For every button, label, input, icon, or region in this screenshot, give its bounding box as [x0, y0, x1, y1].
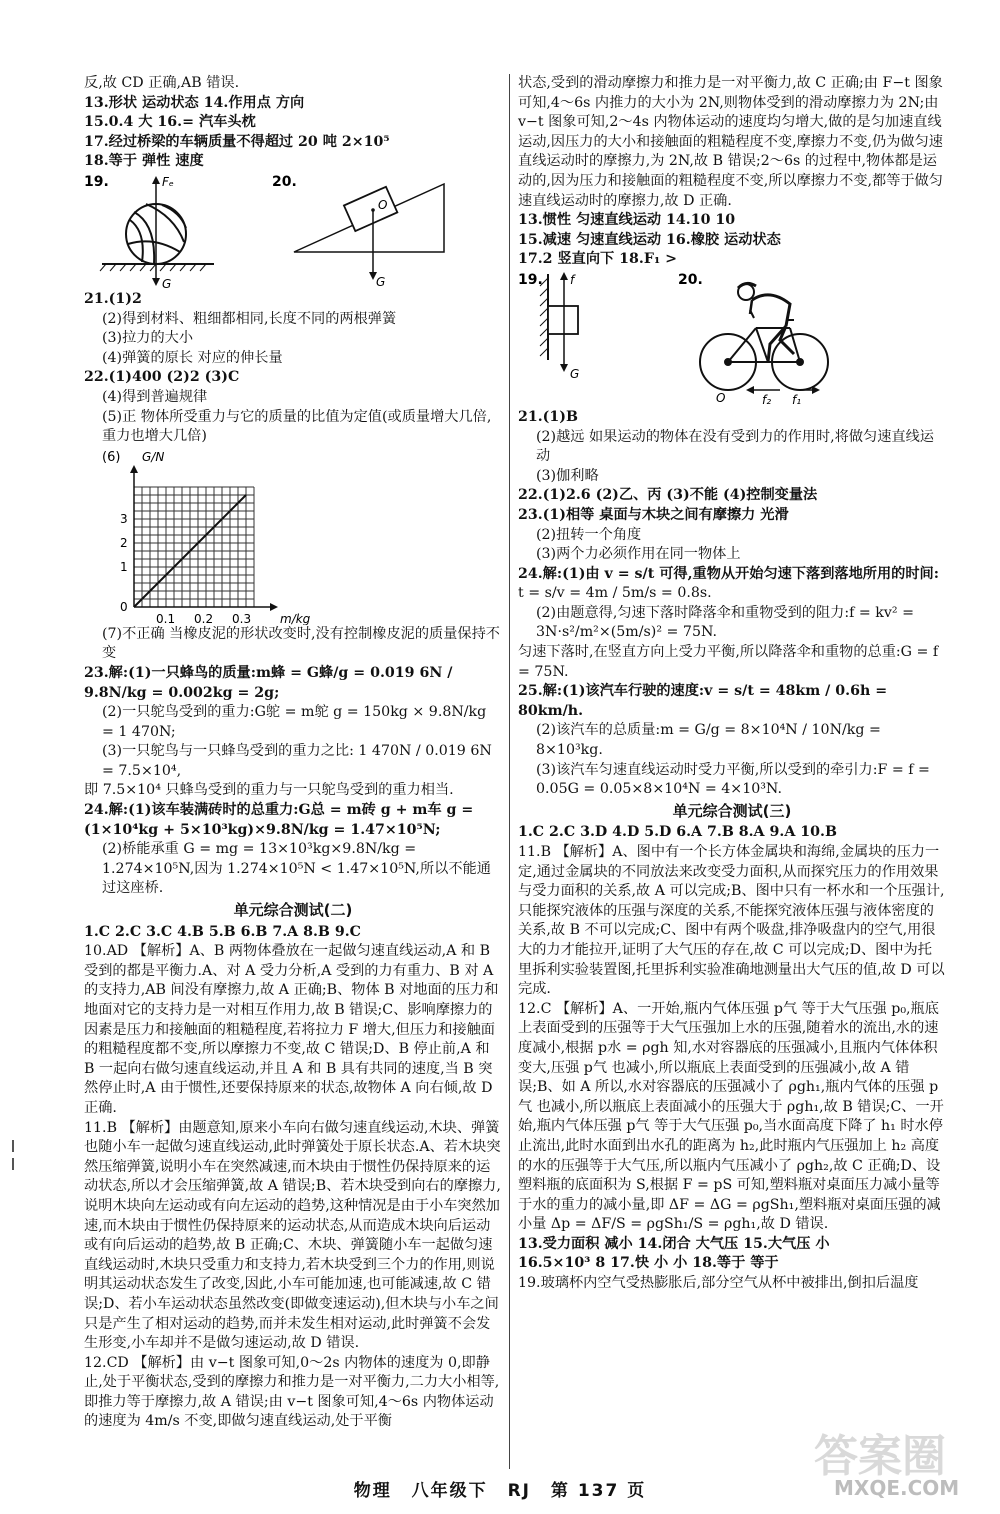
ground-hatch	[100, 264, 206, 271]
fig20-gravity-label: G	[376, 274, 386, 289]
fig20r-f2-label: f₂	[762, 392, 772, 407]
answer-line: (5)正 物体所受重力与它的质量的比值为定值(或质量增大几倍,重力也增大几倍)	[102, 408, 492, 445]
fig19r-f-label: f	[570, 272, 575, 287]
answer-line: 即 7.5×10⁴ 只蜂鸟受到的重力与一只鸵鸟受到的重力相当.	[84, 782, 454, 799]
answer-line: 反,故 CD 正确,AB 错误.	[84, 75, 240, 91]
force-diagrams-ball-and-block	[84, 172, 502, 290]
fig19r-label: 19.	[518, 271, 543, 288]
answer-line: 12.C 【解析】A、一开始,瓶内气体压强 p气 等于大气压强 p₀,瓶底上表面受到的压强等于大气压强加上水的压强,随着水的流出,水的速度减小,根据 p水 = ρgh 知,水对容器底的压强减小,且瓶内气体体积变大,压强 p气 也减小,所以瓶底上表面受到的压强减小,故 A 错误;B、如 A 所以,水对容器底的压强减小了 ρgh₁,瓶内气体的压强 p气 也减小,所以瓶底上表面减小的压强大于 ρgh₁,故 B 错误;C、一开始,瓶内气体压强 p气 等于大气压强 p₀,当水面高度下降了 h₁ 时水停止流出,此时水面到出水孔的距离为 h₂,此时瓶内气压强加上 h₂ 高度的水的压强等于大气压,所以瓶内气压减小了 ρgh₂,故 C 正确;D、设塑料瓶的底面积为 S,根据 F = pS 可知,塑料瓶对桌面压力减小量等于水的重力的减小量,即 ΔF = ΔG = ρgSh₁,塑料瓶对桌面压强的减小量 Δp = ΔF/S = ρgSh₁/S = ρgh₁,故 D 错误.	[518, 1000, 944, 1233]
answer-line: (2)桥能承重 G = mg = 13×10³kg×9.8N/kg = 1.274×10⁵N,因为 1.274×10⁵N < 1.47×10⁵N,所以不能通过这座桥.	[102, 841, 491, 897]
answer-line: (3)一只鸵鸟与一只蜂鸟受到的重力之比: 1 470N / 0.019 6N = 7.5×10⁴,	[102, 743, 492, 779]
answer-line: 1.C 2.C 3.D 4.D 5.D 6.A 7.B 8.A 9.A 10.B	[518, 824, 837, 841]
footer-edition: RJ	[507, 1481, 531, 1501]
answer-line: 22.(1)400 (2)2 (3)C	[84, 369, 240, 386]
footer-subject: 物理	[353, 1481, 392, 1501]
graph-ytick: 0	[120, 599, 128, 614]
force-diagrams-wall-and-bike	[518, 270, 946, 408]
answer-line: 17.经过桥梁的车辆质量不得超过 20 吨 2×10⁵	[84, 133, 390, 150]
fig20-label: 20.	[272, 173, 297, 190]
answer-line: 15.减速 匀速直线运动 16.橡胶 运动状态	[518, 231, 781, 248]
watermark-mark: 答案圈	[814, 1431, 946, 1482]
answer-line: (2)越远 如果运动的物体在没有受到力的作用时,将做匀速直线运动	[536, 428, 934, 465]
left-column	[84, 74, 502, 1432]
answer-line: t = s/v = 4m / 5m/s = 0.8s.	[518, 585, 712, 602]
graph-ytick: 3	[120, 511, 128, 526]
graph-y-label: G/N	[142, 449, 165, 464]
wall-hatch	[540, 278, 548, 356]
answer-line: 16.5×10³ 8 17.快 小 小 18.等于 等于	[518, 1255, 779, 1272]
graph-xtick: 0.2	[194, 611, 214, 625]
answer-line: (3)该汽车匀速直线运动时受力平衡,所以受到的牵引力:F = f = 0.05G = 0.05×8×10⁴N = 4×10³N.	[536, 761, 930, 798]
fig20r-label: 20.	[678, 271, 703, 288]
answer-line: (3)两个力必须作用在同一物体上	[536, 546, 741, 563]
right-column	[518, 74, 946, 1294]
answer-line: 19.玻璃杯内空气受热膨胀后,部分空气从杯中被排出,倒扣后温度	[518, 1275, 919, 1292]
answer-line: (4)得到普遍规律	[102, 388, 208, 405]
answer-line: 18.等于 弹性 速度	[84, 153, 204, 170]
footer-page-number: 第 137 页	[550, 1481, 647, 1501]
answer-line: (7)不正确 当橡皮泥的形状改变时,没有控制橡皮泥的质量保持不变	[102, 625, 500, 662]
graph-ytick: 2	[120, 535, 128, 550]
answer-line: 24.解:(1)由 v = s/t 可得,重物从开始匀速下落到落地所用的时间:	[518, 565, 939, 582]
figures-19-20	[84, 172, 502, 290]
answer-line: 12.CD 【解析】由 v−t 图象可知,0～2s 内物体的速度为 0,即静止,处于平衡状态,受到的摩擦力和推力是一对平衡力,二力大小相等,即推力等于摩擦力,故 A 错误;由 v−t 图象可知,4～6s 内物体运动的速度为 4m/s 不变,即做匀速直线运动,处于平衡	[84, 1354, 500, 1430]
answer-line: 13.形状 运动状态 14.作用点 方向	[84, 94, 305, 111]
answer-line: 21.(1)2	[84, 290, 142, 307]
answer-line: 23.(1)相等 桌面与木块之间有摩擦力 光滑	[518, 506, 789, 523]
answer-line: (2)由题意得,匀速下落时降落伞和重物受到的阻力:f = kv² = 3N·s²/m²×(5m/s)² = 75N.	[536, 604, 914, 641]
fig19-gravity-label: G	[162, 276, 172, 290]
answer-line: (2)一只鸵鸟受到的重力:G鸵 = m鸵 g = 150kg × 9.8N/kg = 1 470N;	[102, 704, 487, 740]
answer-line: 24.解:(1)该车装满砖时的总重力:G总 = m砖 g + m车 g = (1×10⁴kg + 5×10³kg)×9.8N/kg = 1.47×10⁵N;	[84, 802, 474, 838]
answer-line: (2)扭转一个角度	[536, 526, 642, 543]
graph-q-label: (6)	[102, 449, 121, 465]
watermark-logo	[784, 1420, 984, 1500]
fig20r-o-label: O	[716, 390, 726, 405]
figures-19-20-right	[518, 270, 946, 408]
block-on-wall	[548, 306, 578, 334]
answer-line: (3)拉力的大小	[102, 330, 194, 347]
answer-line: (2)得到材料、粗细都相同,长度不同的两根弹簧	[102, 310, 397, 327]
fig19-force-label: Fₑ	[162, 174, 174, 189]
watermark-url: MXQE.COM	[834, 1476, 960, 1500]
answer-line: 15.0.4 大 16.= 汽车头枕	[84, 114, 256, 131]
answer-line: 13.惯性 匀速直线运动 14.10 10	[518, 212, 736, 229]
answer-line: 匀速下落时,在竖直方向上受力平衡,所以降落伞和重物的总重:G = f = 75N.	[518, 644, 939, 680]
fig20-o-label: O	[378, 197, 388, 212]
section-title: 单元综合测试(二)	[233, 901, 353, 920]
answer-line: 1.C 2.C 3.C 4.B 5.B 6.B 7.A 8.B 9.C	[84, 923, 361, 940]
answer-line: (4)弹簧的原长 对应的伸长量	[102, 349, 283, 366]
answer-line: 11.B 【解析】由题意知,原来小车向右做匀速直线运动,木块、弹簧也随小车一起做匀速直线运动,此时弹簧处于原长状态.A、若木块突然压缩弹簧,说明小车在突然减速,而木块由于惯性仍保持原来的运动状态,所以才会压缩弹簧,故 A 错误;B、若木块受到向右的摩擦力,说明木块向左运动或有向左运动的趋势,这种情况是由于小车突然加速,而木块由于惯性仍保持原来的运动状态,从而造成木块向后运动或有向后运动的趋势,故 B 正确;C、木块、弹簧随小车一起做匀速直线运动时,木块只受重力和支持力,若木块受到三个力的作用,则说明其运动状态发生了改变,因此,小车可能加速,也可能减速,故 C 错误;D、若小车运动状态虽然改变(即做变速运动),但木块与小车之间只是产生了相对运动的趋势,而并未发生相对运动,此时弹簧不会发生形变,小车却并不是做匀速运动,故 D 错误.	[84, 1119, 501, 1352]
graph-ytick: 1	[120, 559, 128, 574]
answer-line: 25.解:(1)该汽车行驶的速度:v = s/t = 48km / 0.6h = 80km/h.	[518, 683, 888, 719]
graph-x-label: m/kg	[280, 611, 311, 625]
answer-line: 17.2 竖直向下 18.F₁ >	[518, 251, 677, 268]
answer-line: 13.受力面积 减小 14.闭合 大气压 15.大气压 小	[518, 1235, 830, 1252]
answer-line: 23.解:(1)一只蜂鸟的质量:m蜂 = G蜂/g = 0.019 6N / 9.8N/kg = 0.002kg = 2g;	[84, 664, 453, 701]
footer-grade: 八年级下	[411, 1481, 488, 1501]
binding-marks	[12, 1140, 16, 1180]
section-title: 单元综合测试(三)	[672, 801, 792, 820]
fig19r-g-label: G	[570, 366, 580, 381]
answer-line: (3)伽利略	[536, 467, 599, 484]
answer-line: 22.(1)2.6 (2)乙、丙 (3)不能 (4)控制变量法	[518, 487, 818, 504]
answer-line: 11.B 【解析】A、图中有一个长方体金属块和海绵,金属块的压力一定,通过金属块的不同放法来改变受力面积,从而探究压力的作用效果与受力面积的关系,故 A 可以完成;B、图中只有一杯水和一个压强计,只能探究液体的压强与深度的关系,不能探究液体压强与液体密度的关系,故 B 不可以完成;C、图中有两个吸盘,排净吸盘内的空气,用很大的力才能拉开,证明了大气压的存在,故 C 可以完成;D、图中为托里拆利实验装置图,托里拆利实验准确地测量出大气压的值,故 D 可以完成.	[518, 844, 945, 998]
fig20r-f1-label: f₁	[792, 392, 802, 407]
answer-line: 状态,受到的滑动摩擦力和推力是一对平衡力,故 C 正确;由 F−t 图象可知,4～6s 内推力的大小为 2N,则物体受到的滑动摩擦力为 2N;由 v−t 图象可知,2～4s 内物体运动的速度均匀增大,做的是匀加速直线运动,因压力的大小和接触面的粗糙程度不变,摩擦力不变,仍为做匀速直线运动时的摩擦力,为 2N,故 B 错误;2～6s 的过程中,物体都是运动的,因为压力和接触面的粗糙程度不变,所以摩擦力不变,都等于做匀速直线运动时的摩擦力,故 D 正确.	[518, 75, 943, 209]
answer-line: (2)该汽车的总质量:m = G/g = 8×10⁴N / 10N/kg = 8×10³kg.	[536, 722, 881, 759]
answer-line: 10.AD 【解析】A、B 两物体叠放在一起做匀速直线运动,A 和 B 受到的都是平衡力.A、对 A 受力分析,A 受到的力有重力、B 对 A 的支持力,AB 间没有摩擦力,故 A 正确;B、物体 B 对地面的压力和地面对它的支持力是一对相互作用力,故 B 错误;C、影响摩擦力的因素是压力和接触面的粗糙程度,若将拉力 F 增大,但压力和接触面的粗糙程度都不变,所以摩擦力不变,故 C 错误;D、B 停止前,A 和 B 一起向右做匀速直线运动,并且 A 和 B 具有共同的速度,当 B 突然停止时,A 由于惯性,还要保持原来的状态,故物体 A 向右倾,故 D 正确.	[84, 943, 499, 1116]
cyclist-icon	[700, 283, 828, 390]
gravity-mass-graph	[84, 447, 502, 625]
answer-line: 21.(1)B	[518, 408, 578, 425]
fig19-label: 19.	[84, 173, 109, 190]
graph-xtick: 0.3	[232, 611, 252, 625]
column-divider	[509, 74, 510, 1469]
graph-xtick: 0.1	[156, 611, 176, 625]
